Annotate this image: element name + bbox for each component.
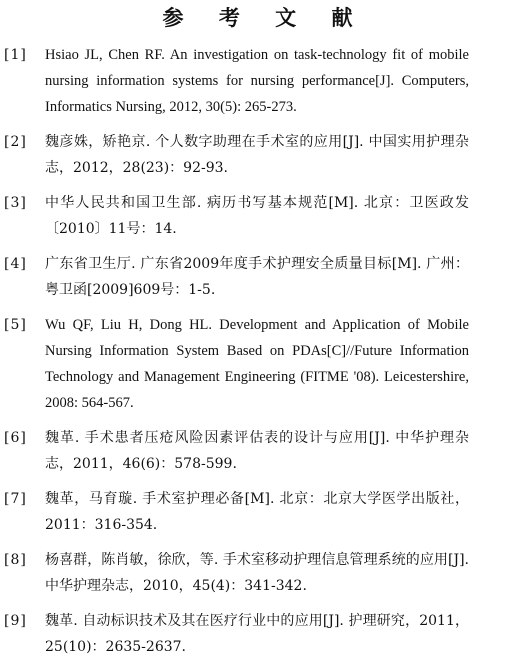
reference-text: 中华人民共和国卫生部. 病历书写基本规范[M]. 北京：卫医政发〔2010〕11号：14. — [45, 195, 469, 237]
reference-text: 魏革. 手术患者压疮风险因素评估表的设计与应用[J]. 中华护理杂志，2011，46(6)：578-599. — [45, 430, 469, 472]
reference-list — [0, 42, 515, 669]
reference-number: [6] — [4, 430, 27, 446]
reference-text: 魏革. 自动标识技术及其在医疗行业中的应用[J]. 护理研究，2011，25(10)：2635-2637. — [45, 613, 469, 655]
reference-number: [4] — [4, 256, 27, 272]
reference-number: [2] — [4, 134, 27, 150]
reference-text: 魏革，马育璇. 手术室护理必备[M]. 北京：北京大学医学出版社，2011：316-354. — [45, 491, 469, 533]
reference-item — [0, 251, 515, 303]
reference-number: [9] — [4, 613, 27, 629]
reference-text: Wu QF, Liu H, Dong HL. Development and Application of Mobile Nursing Information System Based on PDAs[C]//Future Information Technology and Management Engineering (FITME '08). Leicestershire, 2008: 564-567. — [45, 317, 469, 411]
reference-text: Hsiao JL, Chen RF. An investigation on task-technology fit of mobile nursing information systems for nursing performance[J]. Computers, Informatics Nursing, 2012, 30(5): 265-273. — [45, 47, 469, 115]
reference-item — [0, 42, 515, 120]
reference-item — [0, 608, 515, 660]
reference-number: [8] — [4, 552, 27, 568]
reference-item — [0, 547, 515, 599]
reference-text: 魏彦姝，矫艳京. 个人数字助理在手术室的应用[J]. 中国实用护理杂志，2012，28(23)：92-93. — [45, 134, 469, 176]
reference-number: [3] — [4, 195, 27, 211]
reference-item — [0, 486, 515, 538]
reference-number: [1] — [4, 47, 27, 63]
reference-item — [0, 425, 515, 477]
reference-number: [5] — [4, 317, 27, 333]
reference-item — [0, 190, 515, 242]
page-title: 参 考 文 献 — [162, 5, 367, 30]
reference-item — [0, 312, 515, 416]
reference-item — [0, 129, 515, 181]
reference-text: 广东省卫生厅. 广东省2009年度手术护理安全质量目标[M]. 广州：粤卫函[2009]609号：1-5. — [45, 256, 469, 298]
reference-text: 杨喜群，陈肖敏，徐欣，等. 手术室移动护理信息管理系统的应用[J]. 中华护理杂志，2010，45(4)：341-342. — [45, 552, 469, 594]
reference-number: [7] — [4, 491, 27, 507]
